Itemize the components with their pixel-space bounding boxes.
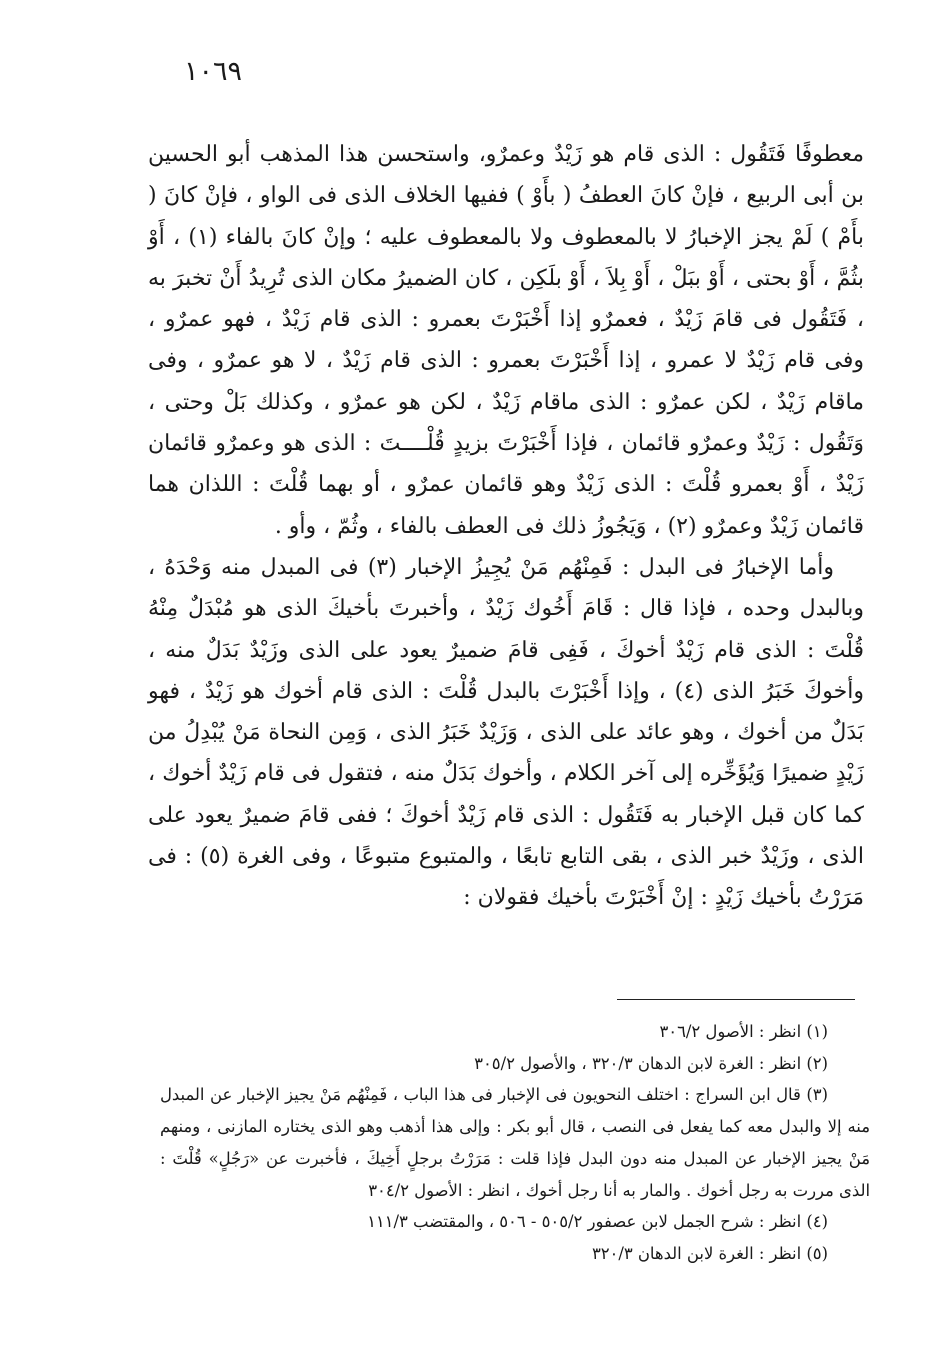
- page-number: ١٠٦٩: [184, 56, 243, 87]
- paragraph: وأما الإخبارُ فى البدل : فَمِنْهُم مَنْ يُجِيزُ الإخبار (٣) فى المبدل منه وَحْدَهُ ، وبالبدل وحده ، فإذا قال : قَامَ أَخُوك زَيْدٌ ، وأخبرتَ بأخيكَ الذى هو مُبْدَلٌ مِنْهُ قُلْتَ : الذى قام زَيْدٌ أخوكَ ، فَفِى قامَ ضميرٌ يعود على الذى وزَيْدٌ بَدَلٌ منه ، وأخوكَ خَبَرُ الذى (٤) ، وإذا أَخْبَرْتَ بالبدل قُلْتَ : الذى قام أخوك هو زَيْدٌ ، فهو بَدَلٌ من أخوك ، وهو عائد على الذى ، وَزَيْدٌ خَبَرُ الذى ، وَمِن النحاة مَنْ يُبْدِلُ من زَيْدٍ ضميرًا وَيُؤَخِّره إلى آخر الكلام ، وأخوك بَدَلٌ منه ، فتقول فى قام زَيْدٌ أخوك ، كما كان قبل الإخبار به فَتَقُول : الذى قام زَيْدٌ أخوكَ ؛ ففى قامَ ضميرٌ يعود على الذى ، وزَيْدٌ خبر الذى ، بقى التابع تابعًا ، والمتبوع متبوعًا ، وفى الغرة (٥) : فى مَرَرْتُ بأخيك زَيْدٍ : إنْ أَخْبَرْتَ بأخيك فقولان :: [148, 554, 864, 911]
- footnote: (٢) انظر : الغرة لابن الدهان ٣٢٠/٣ ، والأصول ٣٠٥/٢: [474, 1053, 828, 1073]
- footnote: (٤) انظر : شرح الجمل لابن عصفور ٥٠٥/٢ - ٥٠٦ ، والمقتضب ١١١/٣: [367, 1212, 828, 1232]
- footnotes: [160, 1016, 870, 1270]
- footnote: (٣) قال ابن السراج : اختلف النحويون فى الإخبار فى هذا الباب ، فَمِنْهُم مَنْ يجيز الإخبار عن المبدل منه إلا والبدل معه كما يفعل فى النصب ، قال أبو بكر : وإلى هذا أذهب وهو الذى يختاره المازنى ، ومنهم مَنْ يجيز الإخبار عن المبدل منه دون البدل فإذا قلت : مَرَرْتُ برجلٍ أَخِيكَ ، فأخبرت عن «رَجُلٍ» قُلْتَ : الذى مررت به رجل أخوك . والمار به أنا رجل أخوك ، انظر : الأصول ٣٠٤/٢: [160, 1085, 870, 1200]
- footnote: (١) انظر : الأصول ٣٠٦/٢: [659, 1022, 828, 1041]
- main-text: [148, 134, 864, 919]
- paragraph: معطوفًا فَتَقُول : الذى قام هو زَيْدٌ وعمرٌو، واستحسن هذا المذهب أبو الحسين بن أبى الربيع ، فإنْ كانَ العطفُ ( بأَوْ ) ففيها الخلاف الذى فى الواو ، فإنْ كانَ ( بأَمْ ) لَمْ يجز الإخبارُ لا بالمعطوف ولا بالمعطوف عليه ؛ وإنْ كانَ بالفاء (١) ، أَوْ بثُمَّ ، أَوْ بحتى ، أَوْ ببَلْ ، أَوْ بِلاَ ، أَوْ بلَكِن ، كان الضميرُ مكان الذى تُرِيدُ أَنْ تخبرَ به ، فَتَقُول فى قامَ زَيْدٌ ، فعمرٌو إذا أَخْبَرْتَ بعمرو : الذى قام زَيْدٌ ، فهو عمرٌو ، وفى قام زَيْدٌ لا عمرو ، إذا أَخْبَرْتَ بعمرو : الذى قام زَيْدٌ ، لا هو عمرٌو ، وفى ماقام زَيْدٌ ، لكن عمرٌو : الذى ماقام زَيْدٌ ، لكن هو عمرٌو ، وكذلك بَلْ وحتى ، وَتَقُول : زَيْدٌ وعمرٌو قائمان ، فإذا أَخْبَرْتَ بزيدٍ قُلْــــتَ : الذى هو وعمرٌو قائمان زَيْدٌ ، أَوْ بعمرو قُلْتَ : الذى زَيْدٌ وهو قائمان عمرٌو ، أو بهما قُلْتَ : اللذان هما قائمان زَيْدٌ وعمرٌو (٢) ، وَيَجُوزُ ذلك فى العطف بالفاء ، وثُمّ ، وأو .: [148, 142, 864, 539]
- footnote-separator: [617, 999, 855, 1000]
- footnote: (٥) انظر : الغرة لابن الدهان ٣٢٠/٣: [591, 1243, 828, 1263]
